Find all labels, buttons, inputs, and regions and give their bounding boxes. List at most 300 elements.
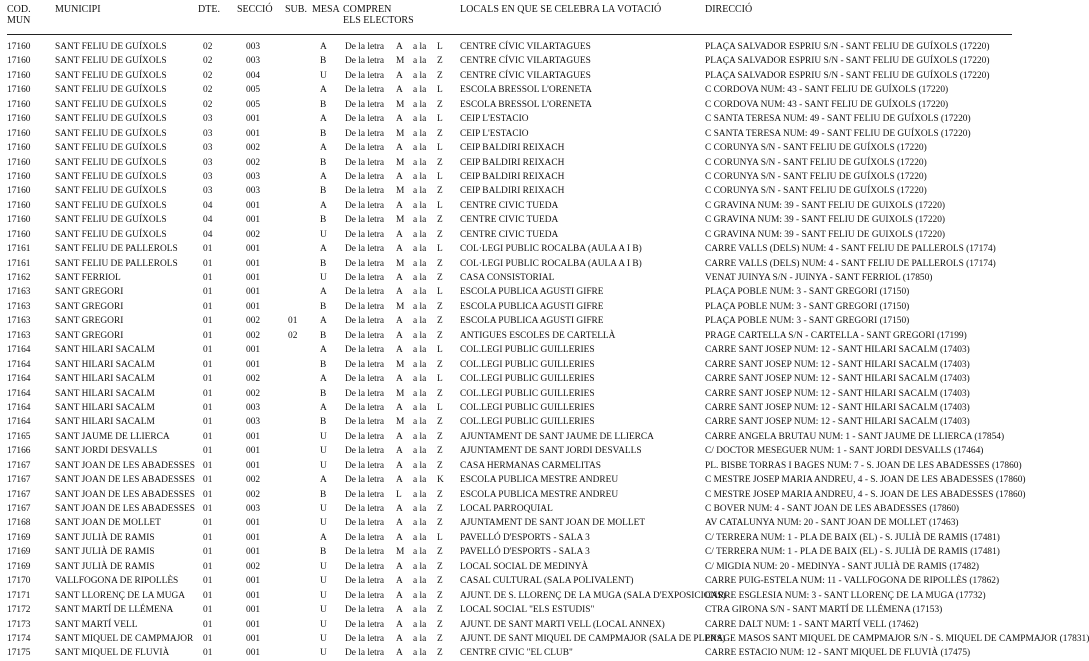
direccio-cell: C CORUNYA S/N - SANT FELIU DE GUÍXOLS (17220) bbox=[705, 143, 927, 154]
dte-cell: 01 bbox=[203, 388, 213, 399]
mesa-cell: U bbox=[320, 633, 327, 644]
letter-to-cell: Z bbox=[437, 547, 443, 558]
municipi-cell: SANT FELIU DE GUÍXOLS bbox=[55, 128, 167, 139]
municipi-cell: SANT JULIÀ DE RAMIS bbox=[55, 561, 155, 572]
table-row bbox=[0, 430, 1024, 444]
municipi-cell: SANT FELIU DE PALLEROLS bbox=[55, 258, 178, 269]
dte-cell: 01 bbox=[203, 330, 213, 341]
cod-cell: 17163 bbox=[7, 330, 31, 341]
local-cell: ESCOLA BRESSOL L'ORENETA bbox=[460, 99, 592, 110]
letter-to-cell: L bbox=[437, 374, 443, 385]
mesa-cell: U bbox=[320, 590, 327, 601]
table-row bbox=[0, 358, 1024, 372]
direccio-cell: CARRE ESTACIO NUM: 12 - SANT MIQUEL DE FLUVIÀ (17475) bbox=[705, 648, 971, 659]
to-letter-label: a la bbox=[413, 547, 427, 558]
dte-cell: 03 bbox=[203, 157, 213, 168]
letter-to-cell: Z bbox=[437, 590, 443, 601]
to-letter-label: a la bbox=[413, 648, 427, 659]
seccio-cell: 001 bbox=[246, 200, 261, 211]
letter-from-cell: A bbox=[396, 648, 403, 659]
letter-to-cell: Z bbox=[437, 316, 443, 327]
seccio-cell: 002 bbox=[246, 489, 261, 500]
mesa-cell: B bbox=[320, 99, 327, 110]
local-cell: CENTRE CÍVIC VILARTAGUES bbox=[460, 70, 591, 81]
to-letter-label: a la bbox=[413, 244, 427, 255]
local-cell: ESCOLA PUBLICA MESTRE ANDREU bbox=[460, 489, 619, 500]
seccio-cell: 001 bbox=[246, 446, 261, 457]
header-seccio: SECCIÓ bbox=[237, 4, 273, 15]
to-letter-label: a la bbox=[413, 605, 427, 616]
to-letter-label: a la bbox=[413, 619, 427, 630]
seccio-cell: 001 bbox=[246, 547, 261, 558]
letter-to-cell: Z bbox=[437, 489, 443, 500]
local-cell: CEIP L'ESTACIO bbox=[460, 128, 529, 139]
letter-to-cell: Z bbox=[437, 258, 443, 269]
cod-cell: 17163 bbox=[7, 301, 31, 312]
local-cell: LOCAL SOCIAL "ELS ESTUDIS" bbox=[460, 605, 595, 616]
letter-to-cell: L bbox=[437, 244, 443, 255]
municipi-cell: SANT FELIU DE GUÍXOLS bbox=[55, 56, 167, 67]
dte-cell: 02 bbox=[203, 70, 213, 81]
letter-from-cell: A bbox=[396, 475, 403, 486]
seccio-cell: 002 bbox=[246, 561, 261, 572]
cod-cell: 17173 bbox=[7, 619, 31, 630]
from-letter-label: De la letra bbox=[345, 330, 385, 341]
letter-from-cell: A bbox=[396, 287, 403, 298]
local-cell: CASA CONSISTORIAL bbox=[460, 273, 555, 283]
municipi-cell: SANT JULIÀ DE RAMIS bbox=[55, 532, 155, 543]
seccio-cell: 001 bbox=[246, 460, 261, 471]
seccio-cell: 002 bbox=[246, 316, 261, 327]
table-row bbox=[0, 459, 1024, 473]
cod-cell: 17162 bbox=[7, 273, 31, 283]
mesa-cell: U bbox=[320, 431, 327, 442]
from-letter-label: De la letra bbox=[345, 99, 385, 110]
municipi-cell: SANT FELIU DE GUÍXOLS bbox=[55, 99, 167, 110]
seccio-cell: 001 bbox=[246, 576, 261, 587]
table-row bbox=[0, 488, 1024, 502]
letter-from-cell: M bbox=[396, 128, 405, 139]
table-header bbox=[0, 4, 1024, 30]
direccio-cell: CARRE SANT JOSEP NUM: 12 - SANT HILARI SACALM (17403) bbox=[705, 374, 970, 385]
from-letter-label: De la letra bbox=[345, 186, 385, 197]
seccio-cell: 002 bbox=[246, 374, 261, 385]
direccio-cell: PLAÇA POBLE NUM: 3 - SANT GREGORI (17150) bbox=[705, 287, 910, 298]
seccio-cell: 003 bbox=[246, 504, 261, 514]
letter-to-cell: L bbox=[437, 402, 443, 413]
direccio-cell: CARRE VALLS (DELS) NUM: 4 - SANT FELIU DE PALLEROLS (17174) bbox=[705, 258, 996, 269]
table-row bbox=[0, 387, 1024, 401]
letter-from-cell: M bbox=[396, 56, 405, 67]
seccio-cell: 002 bbox=[246, 229, 261, 240]
from-letter-label: De la letra bbox=[345, 200, 385, 211]
table-row bbox=[0, 415, 1024, 429]
to-letter-label: a la bbox=[413, 561, 427, 572]
letter-from-cell: A bbox=[396, 402, 403, 413]
direccio-cell: PLAÇA POBLE NUM: 3 - SANT GREGORI (17150) bbox=[705, 316, 910, 327]
letter-from-cell: A bbox=[396, 605, 403, 616]
cod-cell: 17160 bbox=[7, 114, 31, 125]
from-letter-label: De la letra bbox=[345, 157, 385, 168]
dte-cell: 01 bbox=[203, 417, 213, 428]
local-cell: AJUNTAMENT DE SANT JORDI DESVALLS bbox=[460, 446, 642, 457]
direccio-cell: C/ MIGDIA NUM: 20 - MEDINYA - SANT JULIÀ DE RAMIS (17482) bbox=[705, 561, 980, 572]
table-row bbox=[0, 646, 1024, 660]
table-row bbox=[0, 401, 1024, 415]
cod-cell: 17160 bbox=[7, 143, 31, 154]
letter-to-cell: Z bbox=[437, 605, 443, 616]
cod-cell: 17167 bbox=[7, 475, 31, 486]
table-row bbox=[0, 98, 1024, 112]
to-letter-label: a la bbox=[413, 287, 427, 298]
letter-from-cell: M bbox=[396, 547, 405, 558]
municipi-cell: SANT HILARI SACALM bbox=[55, 417, 155, 428]
mesa-cell: B bbox=[320, 258, 327, 269]
from-letter-label: De la letra bbox=[345, 128, 385, 139]
mesa-cell: U bbox=[320, 504, 327, 514]
from-letter-label: De la letra bbox=[345, 316, 385, 327]
cod-cell: 17164 bbox=[7, 374, 31, 385]
local-cell: CEIP L'ESTACIO bbox=[460, 114, 529, 125]
letter-from-cell: A bbox=[396, 561, 403, 572]
table-row bbox=[0, 560, 1024, 574]
to-letter-label: a la bbox=[413, 489, 427, 500]
seccio-cell: 001 bbox=[246, 648, 261, 659]
from-letter-label: De la letra bbox=[345, 605, 385, 616]
from-letter-label: De la letra bbox=[345, 417, 385, 428]
letter-from-cell: A bbox=[396, 504, 403, 514]
municipi-cell: SANT HILARI SACALM bbox=[55, 388, 155, 399]
direccio-cell: CARRE SANT JOSEP NUM: 12 - SANT HILARI SACALM (17403) bbox=[705, 388, 970, 399]
direccio-cell: PLAÇA SALVADOR ESPRIU S/N - SANT FELIU DE GUÍXOLS (17220) bbox=[705, 42, 990, 52]
from-letter-label: De la letra bbox=[345, 258, 385, 269]
dte-cell: 03 bbox=[203, 171, 213, 182]
dte-cell: 01 bbox=[203, 244, 213, 255]
letter-to-cell: Z bbox=[437, 417, 443, 428]
local-cell: AJUNTAMENT DE SANT JAUME DE LLIERCA bbox=[460, 431, 654, 442]
mesa-cell: A bbox=[320, 316, 327, 327]
from-letter-label: De la letra bbox=[345, 475, 385, 486]
direccio-cell: CARRE ESGLESIA NUM: 3 - SANT LLORENÇ DE LA MUGA (17732) bbox=[705, 590, 986, 601]
direccio-cell: C GRAVINA NUM: 39 - SANT FELIU DE GUIXOLS (17220) bbox=[705, 215, 946, 226]
dte-cell: 02 bbox=[203, 85, 213, 96]
letter-to-cell: Z bbox=[437, 215, 443, 226]
cod-cell: 17163 bbox=[7, 316, 31, 327]
letter-from-cell: A bbox=[396, 42, 403, 52]
dte-cell: 01 bbox=[203, 532, 213, 543]
dte-cell: 01 bbox=[203, 446, 213, 457]
municipi-cell: SANT GREGORI bbox=[55, 287, 124, 298]
seccio-cell: 001 bbox=[246, 114, 261, 125]
table-row bbox=[0, 69, 1024, 83]
to-letter-label: a la bbox=[413, 518, 427, 529]
table-row bbox=[0, 343, 1024, 357]
local-cell: CENTRE CÍVIC VILARTAGUES bbox=[460, 42, 591, 52]
municipi-cell: SANT GREGORI bbox=[55, 330, 124, 341]
cod-cell: 17164 bbox=[7, 402, 31, 413]
municipi-cell: SANT FELIU DE GUÍXOLS bbox=[55, 186, 167, 197]
seccio-cell: 002 bbox=[246, 388, 261, 399]
letter-from-cell: M bbox=[396, 99, 405, 110]
seccio-cell: 004 bbox=[246, 70, 261, 81]
letter-from-cell: A bbox=[396, 431, 403, 442]
table-row bbox=[0, 127, 1024, 141]
direccio-cell: VENAT JUINYA S/N - JUINYA - SANT FERRIOL (17850) bbox=[705, 273, 933, 283]
from-letter-label: De la letra bbox=[345, 561, 385, 572]
local-cell: COL.LEGI PUBLIC GUILLERIES bbox=[460, 374, 595, 385]
direccio-cell: C CORDOVA NUM: 43 - SANT FELIU DE GUÍXOLS (17220) bbox=[705, 85, 949, 96]
mesa-cell: U bbox=[320, 70, 327, 81]
local-cell: CEIP BALDIRI REIXACH bbox=[460, 186, 565, 197]
local-cell: CENTRE CÍVIC VILARTAGUES bbox=[460, 56, 591, 67]
direccio-cell: CARRE SANT JOSEP NUM: 12 - SANT HILARI SACALM (17403) bbox=[705, 345, 970, 356]
cod-cell: 17160 bbox=[7, 70, 31, 81]
to-letter-label: a la bbox=[413, 42, 427, 52]
mesa-cell: U bbox=[320, 561, 327, 572]
direccio-cell: C GRAVINA NUM: 39 - SANT FELIU DE GUIXOLS (17220) bbox=[705, 200, 946, 211]
municipi-cell: SANT MARTÍ VELL bbox=[55, 619, 138, 630]
local-cell: COL·LEGI PUBLIC ROCALBA (AULA A I B) bbox=[460, 258, 642, 269]
mesa-cell: U bbox=[320, 273, 327, 283]
seccio-cell: 005 bbox=[246, 85, 261, 96]
local-cell: COL.LEGI PUBLIC GUILLERIES bbox=[460, 359, 595, 370]
table-row bbox=[0, 242, 1024, 256]
mesa-cell: U bbox=[320, 605, 327, 616]
municipi-cell: SANT HILARI SACALM bbox=[55, 374, 155, 385]
seccio-cell: 001 bbox=[246, 258, 261, 269]
mesa-cell: B bbox=[320, 417, 327, 428]
letter-to-cell: Z bbox=[437, 359, 443, 370]
to-letter-label: a la bbox=[413, 359, 427, 370]
table-row bbox=[0, 40, 1024, 54]
dte-cell: 01 bbox=[203, 475, 213, 486]
seccio-cell: 003 bbox=[246, 42, 261, 52]
cod-cell: 17160 bbox=[7, 200, 31, 211]
from-letter-label: De la letra bbox=[345, 244, 385, 255]
local-cell: CEIP BALDIRI REIXACH bbox=[460, 143, 565, 154]
letter-to-cell: Z bbox=[437, 648, 443, 659]
cod-cell: 17164 bbox=[7, 345, 31, 356]
table-row bbox=[0, 589, 1024, 603]
direccio-cell: C MESTRE JOSEP MARIA ANDREU, 4 - S. JOAN DE LES ABADESSES (17860) bbox=[705, 475, 1026, 486]
mesa-cell: U bbox=[320, 460, 327, 471]
seccio-cell: 003 bbox=[246, 186, 261, 197]
direccio-cell: C CORDOVA NUM: 43 - SANT FELIU DE GUÍXOLS (17220) bbox=[705, 99, 949, 110]
cod-cell: 17161 bbox=[7, 244, 31, 255]
table-row bbox=[0, 170, 1024, 184]
direccio-cell: C/ TERRERA NUM: 1 - PLA DE BAIX (EL) - S. JULIÀ DE RAMIS (17481) bbox=[705, 532, 1000, 543]
local-cell: COL·LEGI PUBLIC ROCALBA (AULA A I B) bbox=[460, 244, 642, 255]
letter-to-cell: Z bbox=[437, 301, 443, 312]
letter-to-cell: Z bbox=[437, 229, 443, 240]
table-row bbox=[0, 444, 1024, 458]
mesa-cell: B bbox=[320, 330, 327, 341]
municipi-cell: SANT HILARI SACALM bbox=[55, 402, 155, 413]
municipi-cell: SANT JORDI DESVALLS bbox=[55, 446, 158, 457]
direccio-cell: CARRE SANT JOSEP NUM: 12 - SANT HILARI SACALM (17403) bbox=[705, 359, 970, 370]
seccio-cell: 001 bbox=[246, 619, 261, 630]
header-dte: DTE. bbox=[198, 4, 220, 15]
to-letter-label: a la bbox=[413, 56, 427, 67]
to-letter-label: a la bbox=[413, 85, 427, 96]
header-mesa: MESA bbox=[312, 4, 340, 15]
dte-cell: 03 bbox=[203, 143, 213, 154]
dte-cell: 01 bbox=[203, 460, 213, 471]
from-letter-label: De la letra bbox=[345, 590, 385, 601]
direccio-cell: C CORUNYA S/N - SANT FELIU DE GUÍXOLS (17220) bbox=[705, 186, 927, 197]
dte-cell: 01 bbox=[203, 518, 213, 529]
letter-to-cell: Z bbox=[437, 70, 443, 81]
seccio-cell: 003 bbox=[246, 402, 261, 413]
letter-to-cell: Z bbox=[437, 157, 443, 168]
cod-cell: 17160 bbox=[7, 99, 31, 110]
municipi-cell: SANT FELIU DE GUÍXOLS bbox=[55, 157, 167, 168]
local-cell: CASA HERMANAS CARMELITAS bbox=[460, 460, 601, 471]
letter-to-cell: L bbox=[437, 143, 443, 154]
cod-cell: 17160 bbox=[7, 157, 31, 168]
direccio-cell: C BOVER NUM: 4 - SANT JOAN DE LES ABADESSES (17860) bbox=[705, 504, 960, 514]
from-letter-label: De la letra bbox=[345, 431, 385, 442]
municipi-cell: SANT MIQUEL DE FLUVIÀ bbox=[55, 648, 170, 659]
to-letter-label: a la bbox=[413, 186, 427, 197]
municipi-cell: SANT FERRIOL bbox=[55, 273, 121, 283]
municipi-cell: SANT FELIU DE GUÍXOLS bbox=[55, 200, 167, 211]
letter-to-cell: Z bbox=[437, 504, 443, 514]
local-cell: LOCAL SOCIAL DE MEDINYÀ bbox=[460, 561, 589, 572]
to-letter-label: a la bbox=[413, 532, 427, 543]
dte-cell: 01 bbox=[203, 590, 213, 601]
cod-cell: 17168 bbox=[7, 518, 31, 529]
direccio-cell: PLAÇA POBLE NUM: 3 - SANT GREGORI (17150) bbox=[705, 301, 910, 312]
municipi-cell: SANT FELIU DE GUÍXOLS bbox=[55, 229, 167, 240]
cod-cell: 17160 bbox=[7, 215, 31, 226]
from-letter-label: De la letra bbox=[345, 402, 385, 413]
to-letter-label: a la bbox=[413, 330, 427, 341]
cod-cell: 17171 bbox=[7, 590, 31, 601]
mesa-cell: U bbox=[320, 576, 327, 587]
local-cell: PAVELLÓ D'ESPORTS - SALA 3 bbox=[460, 532, 590, 543]
local-cell: CENTRE CIVIC TUEDA bbox=[460, 215, 559, 226]
local-cell: AJUNT. DE SANT MARTI VELL (LOCAL ANNEX) bbox=[460, 619, 665, 630]
table-row bbox=[0, 141, 1024, 155]
letter-from-cell: A bbox=[396, 273, 403, 283]
from-letter-label: De la letra bbox=[345, 70, 385, 81]
direccio-cell: PRAGE CARTELLA S/N - CARTELLA - SANT GREGORI (17199) bbox=[705, 330, 967, 341]
local-cell: ESCOLA BRESSOL L'ORENETA bbox=[460, 85, 592, 96]
direccio-cell: C CORUNYA S/N - SANT FELIU DE GUÍXOLS (17220) bbox=[705, 157, 927, 168]
seccio-cell: 001 bbox=[246, 244, 261, 255]
letter-from-cell: A bbox=[396, 70, 403, 81]
table-row bbox=[0, 372, 1024, 386]
dte-cell: 03 bbox=[203, 128, 213, 139]
from-letter-label: De la letra bbox=[345, 301, 385, 312]
letter-from-cell: A bbox=[396, 532, 403, 543]
letter-to-cell: Z bbox=[437, 431, 443, 442]
to-letter-label: a la bbox=[413, 70, 427, 81]
letter-from-cell: M bbox=[396, 417, 405, 428]
cod-cell: 17167 bbox=[7, 460, 31, 471]
letter-from-cell: A bbox=[396, 345, 403, 356]
mesa-cell: A bbox=[320, 402, 327, 413]
header-sub: SUB. bbox=[285, 4, 307, 15]
mesa-cell: B bbox=[320, 186, 327, 197]
from-letter-label: De la letra bbox=[345, 85, 385, 96]
table-row bbox=[0, 112, 1024, 126]
letter-from-cell: A bbox=[396, 85, 403, 96]
dte-cell: 01 bbox=[203, 504, 213, 514]
from-letter-label: De la letra bbox=[345, 619, 385, 630]
local-cell: AJUNT. DE S. LLORENÇ DE LA MUGA (SALA D'EXPOSICIONS) bbox=[460, 590, 726, 601]
letter-to-cell: L bbox=[437, 85, 443, 96]
municipi-cell: SANT JOAN DE MOLLET bbox=[55, 518, 161, 529]
dte-cell: 02 bbox=[203, 56, 213, 67]
from-letter-label: De la letra bbox=[345, 287, 385, 298]
table-row bbox=[0, 199, 1024, 213]
mesa-cell: U bbox=[320, 619, 327, 630]
direccio-cell: CARRE SANT JOSEP NUM: 12 - SANT HILARI SACALM (17403) bbox=[705, 402, 970, 413]
to-letter-label: a la bbox=[413, 316, 427, 327]
mesa-cell: U bbox=[320, 229, 327, 240]
to-letter-label: a la bbox=[413, 273, 427, 283]
mesa-cell: B bbox=[320, 157, 327, 168]
mesa-cell: A bbox=[320, 475, 327, 486]
local-cell: COL.LEGI PUBLIC GUILLERIES bbox=[460, 388, 595, 399]
letter-from-cell: A bbox=[396, 316, 403, 327]
seccio-cell: 001 bbox=[246, 359, 261, 370]
to-letter-label: a la bbox=[413, 374, 427, 385]
dte-cell: 01 bbox=[203, 605, 213, 616]
to-letter-label: a la bbox=[413, 576, 427, 587]
letter-from-cell: M bbox=[396, 359, 405, 370]
mesa-cell: B bbox=[320, 301, 327, 312]
municipi-cell: SANT MARTÍ DE LLÉMENA bbox=[55, 605, 174, 616]
letter-to-cell: Z bbox=[437, 561, 443, 572]
mesa-cell: A bbox=[320, 244, 327, 255]
to-letter-label: a la bbox=[413, 446, 427, 457]
local-cell: COL.LEGI PUBLIC GUILLERIES bbox=[460, 417, 595, 428]
mesa-cell: U bbox=[320, 648, 327, 659]
direccio-cell: CARRE DALT NUM: 1 - SANT MARTÍ VELL (17462) bbox=[705, 619, 919, 630]
letter-from-cell: A bbox=[396, 446, 403, 457]
direccio-cell: CARRE ANGELA BRUTAU NUM: 1 - SANT JAUME DE LLIERCA (17854) bbox=[705, 431, 1005, 442]
to-letter-label: a la bbox=[413, 417, 427, 428]
from-letter-label: De la letra bbox=[345, 143, 385, 154]
letter-from-cell: L bbox=[396, 489, 402, 500]
table-row bbox=[0, 184, 1024, 198]
mesa-cell: A bbox=[320, 171, 327, 182]
seccio-cell: 001 bbox=[246, 128, 261, 139]
from-letter-label: De la letra bbox=[345, 460, 385, 471]
cod-cell: 17169 bbox=[7, 561, 31, 572]
local-cell: CEIP BALDIRI REIXACH bbox=[460, 157, 565, 168]
dte-cell: 04 bbox=[203, 200, 213, 211]
mesa-cell: A bbox=[320, 42, 327, 52]
table-row bbox=[0, 314, 1024, 328]
from-letter-label: De la letra bbox=[345, 345, 385, 356]
letter-to-cell: Z bbox=[437, 56, 443, 67]
municipi-cell: SANT JULIÀ DE RAMIS bbox=[55, 547, 155, 558]
local-cell: ESCOLA PUBLICA AGUSTI GIFRE bbox=[460, 316, 604, 327]
direccio-cell: C GRAVINA NUM: 39 - SANT FELIU DE GUIXOLS (17220) bbox=[705, 229, 946, 240]
direccio-cell: C SANTA TERESA NUM: 49 - SANT FELIU DE GUÍXOLS (17220) bbox=[705, 128, 971, 139]
to-letter-label: a la bbox=[413, 388, 427, 399]
cod-cell: 17169 bbox=[7, 547, 31, 558]
from-letter-label: De la letra bbox=[345, 56, 385, 67]
mesa-cell: U bbox=[320, 446, 327, 457]
cod-cell: 17165 bbox=[7, 431, 31, 442]
cod-cell: 17163 bbox=[7, 287, 31, 298]
table-row bbox=[0, 473, 1024, 487]
